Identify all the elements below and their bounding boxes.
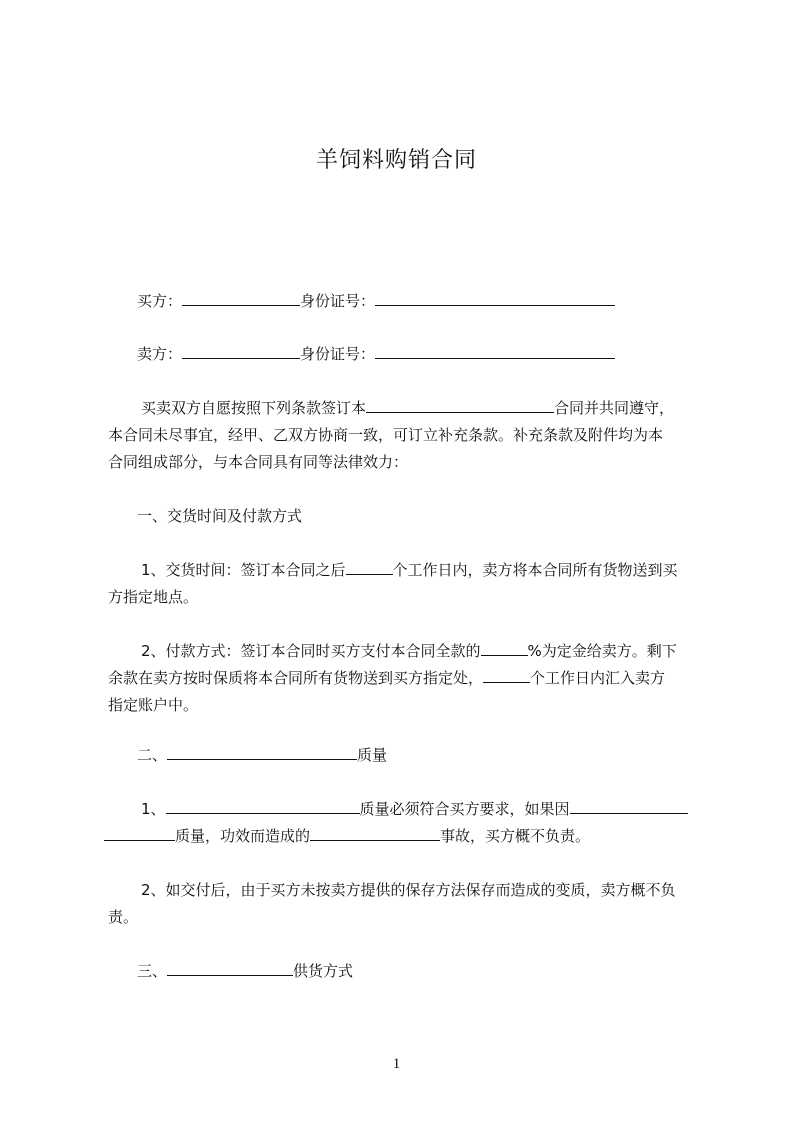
intro-line-3: 合同组成部分，与本合同具有同等法律效力： <box>108 453 409 471</box>
payment-text-3: 余款在卖方按时保质将本合同所有货物送到买方指定处， <box>108 669 484 687</box>
section3-heading <box>137 961 353 981</box>
intro-line-2: 本合同未尽事宜，经甲、乙双方协商一致，可订立补充条款。补充条款及附件均为本 <box>108 426 664 444</box>
quality-cause-blank <box>570 799 688 814</box>
seller-id-blank <box>375 344 615 359</box>
buyer-label: 买方： <box>137 292 183 310</box>
delivery-days-blank <box>346 560 393 575</box>
payment-text-1: 2、付款方式：签订本合同时买方支付本合同全款的 <box>141 642 481 660</box>
product-name-blank <box>167 745 357 760</box>
section1-item1-line1 <box>141 560 678 580</box>
page-number: 1 <box>392 1056 401 1072</box>
buyer-line <box>137 291 615 311</box>
section2-item1-line1 <box>141 799 688 819</box>
deposit-percent-blank <box>481 641 528 656</box>
payment-days-blank <box>483 668 530 683</box>
quality-text-1: 1、 <box>141 800 166 818</box>
payment-text-2: %为定金给卖方。剩下 <box>527 642 677 660</box>
payment-text-4: 个工作日内汇入卖方 <box>530 669 666 687</box>
seller-label: 卖方： <box>137 345 183 363</box>
section1-item2-line3: 指定账户中。 <box>108 696 199 714</box>
seller-line <box>137 344 615 364</box>
quality-text-4: 事故，买方概不负责。 <box>440 827 591 845</box>
quality-cause-blank-cont <box>104 826 175 841</box>
quality-product-blank <box>166 799 360 814</box>
seller-name-blank <box>182 344 300 359</box>
section1-item2-line2 <box>108 668 665 688</box>
delivery-time-text-1: 1、交货时间：签订本合同之后 <box>141 561 346 579</box>
section2-item2-line1: 2、如交付后，由于买方未按卖方提供的保存方法保存而造成的变质，卖方概不负 <box>141 881 676 899</box>
section2-heading-prefix: 二、 <box>137 746 168 764</box>
contract-name-blank <box>366 398 554 413</box>
buyer-name-blank <box>182 291 300 306</box>
section2-heading <box>137 745 387 765</box>
section2-heading-suffix: 质量 <box>357 746 388 764</box>
intro-line-1 <box>141 398 674 418</box>
section3-heading-prefix: 三、 <box>137 962 168 980</box>
document-title: 羊饲料购销合同 <box>315 148 477 173</box>
accident-blank <box>310 826 440 841</box>
section1-item1-line2: 方指定地点。 <box>108 588 199 606</box>
section2-item1-line2 <box>104 826 590 846</box>
seller-id-label: 身份证号： <box>300 345 376 363</box>
supply-method-blank <box>167 961 293 976</box>
quality-text-3: 质量，功效而造成的 <box>175 827 311 845</box>
buyer-id-label: 身份证号： <box>300 292 376 310</box>
quality-text-2: 质量必须符合买方要求，如果因 <box>359 800 570 818</box>
section2-item2-line2: 责。 <box>108 908 139 926</box>
section1-item2-line1 <box>141 641 677 661</box>
intro-text-2: 合同并共同遵守， <box>554 399 675 417</box>
section1-heading: 一、交货时间及付款方式 <box>137 507 303 525</box>
buyer-id-blank <box>375 291 615 306</box>
section3-heading-suffix: 供货方式 <box>293 962 354 980</box>
delivery-time-text-2: 个工作日内，卖方将本合同所有货物送到买 <box>392 561 678 579</box>
intro-text-1: 买卖双方自愿按照下列条款签订本 <box>141 399 367 417</box>
